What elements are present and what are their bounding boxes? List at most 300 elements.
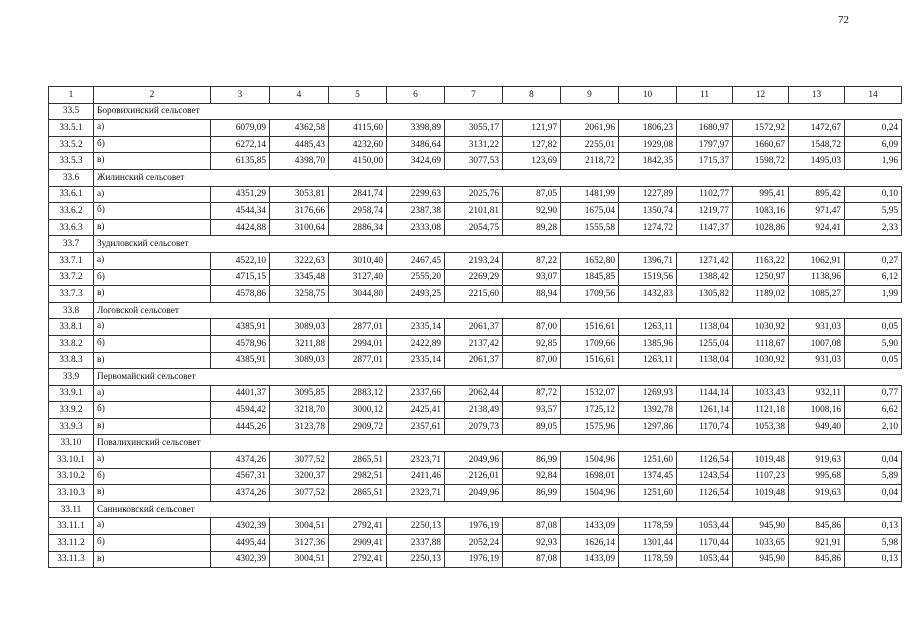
row-subtype: в) bbox=[94, 352, 211, 369]
value-cell: 3077,52 bbox=[270, 452, 329, 469]
value-cell: 1170,74 bbox=[677, 418, 733, 435]
empty-cell bbox=[211, 302, 270, 319]
value-cell: 2255,01 bbox=[561, 136, 619, 153]
row-subtype: б) bbox=[94, 136, 211, 153]
row-subtype: а) bbox=[94, 452, 211, 469]
value-cell: 1516,61 bbox=[561, 352, 619, 369]
value-cell: 1572,92 bbox=[733, 120, 789, 137]
empty-cell bbox=[503, 435, 561, 452]
value-cell: 4374,26 bbox=[211, 452, 270, 469]
section-code: 33.10 bbox=[49, 435, 94, 452]
value-cell: 92,93 bbox=[503, 535, 561, 552]
value-cell: 2387,38 bbox=[387, 203, 445, 220]
value-cell: 1626,14 bbox=[561, 535, 619, 552]
value-cell: 1053,44 bbox=[677, 518, 733, 535]
table-body bbox=[49, 87, 902, 568]
empty-cell bbox=[561, 501, 619, 518]
value-cell: 1709,66 bbox=[561, 335, 619, 352]
value-cell: 89,28 bbox=[503, 219, 561, 236]
row-subtype: б) bbox=[94, 335, 211, 352]
table-row bbox=[49, 186, 902, 203]
value-cell: 2422,89 bbox=[387, 335, 445, 352]
column-header: 11 bbox=[677, 87, 733, 104]
value-cell: 2323,71 bbox=[387, 485, 445, 502]
value-cell: 2138,49 bbox=[445, 402, 503, 419]
value-cell: 1698,01 bbox=[561, 468, 619, 485]
value-cell: 995,41 bbox=[733, 186, 789, 203]
value-cell: 4374,26 bbox=[211, 485, 270, 502]
empty-cell bbox=[503, 302, 561, 319]
section-row bbox=[49, 169, 902, 186]
empty-cell bbox=[329, 501, 387, 518]
value-cell: 1107,23 bbox=[733, 468, 789, 485]
value-cell: 2877,01 bbox=[329, 352, 387, 369]
value-cell: 3100,64 bbox=[270, 219, 329, 236]
value-cell: 4578,86 bbox=[211, 286, 270, 303]
value-cell: 6,62 bbox=[845, 402, 902, 419]
row-code: 33.5.1 bbox=[49, 120, 94, 137]
value-cell: 4445,26 bbox=[211, 418, 270, 435]
empty-cell bbox=[733, 169, 789, 186]
empty-cell bbox=[387, 302, 445, 319]
value-cell: 1433,09 bbox=[561, 551, 619, 568]
value-cell: 6272,14 bbox=[211, 136, 270, 153]
empty-cell bbox=[789, 369, 845, 386]
value-cell: 4567,31 bbox=[211, 468, 270, 485]
value-cell: 971,47 bbox=[789, 203, 845, 220]
value-cell: 2865,51 bbox=[329, 485, 387, 502]
value-cell: 2250,13 bbox=[387, 518, 445, 535]
empty-cell bbox=[387, 236, 445, 253]
row-subtype: б) bbox=[94, 269, 211, 286]
empty-cell bbox=[445, 369, 503, 386]
value-cell: 2061,37 bbox=[445, 352, 503, 369]
value-cell: 1392,78 bbox=[619, 402, 677, 419]
value-cell: 1388,42 bbox=[677, 269, 733, 286]
row-code: 33.9.2 bbox=[49, 402, 94, 419]
value-cell: 0,13 bbox=[845, 551, 902, 568]
value-cell: 3095,85 bbox=[270, 385, 329, 402]
value-cell: 932,11 bbox=[789, 385, 845, 402]
value-cell: 945,90 bbox=[733, 518, 789, 535]
value-cell: 2215,60 bbox=[445, 286, 503, 303]
table-row bbox=[49, 551, 902, 568]
empty-cell bbox=[677, 435, 733, 452]
table-row bbox=[49, 535, 902, 552]
value-cell: 93,57 bbox=[503, 402, 561, 419]
value-cell: 1147,37 bbox=[677, 219, 733, 236]
row-code: 33.8.3 bbox=[49, 352, 94, 369]
value-cell: 2994,01 bbox=[329, 335, 387, 352]
section-code: 33.7 bbox=[49, 236, 94, 253]
value-cell: 3004,51 bbox=[270, 518, 329, 535]
empty-cell bbox=[619, 302, 677, 319]
value-cell: 924,41 bbox=[789, 219, 845, 236]
value-cell: 931,03 bbox=[789, 352, 845, 369]
value-cell: 2079,73 bbox=[445, 418, 503, 435]
value-cell: 1178,59 bbox=[619, 518, 677, 535]
empty-cell bbox=[329, 302, 387, 319]
row-code: 33.8.1 bbox=[49, 319, 94, 336]
value-cell: 1274,72 bbox=[619, 219, 677, 236]
value-cell: 0,13 bbox=[845, 518, 902, 535]
value-cell: 1432,83 bbox=[619, 286, 677, 303]
value-cell: 2886,34 bbox=[329, 219, 387, 236]
value-cell: 1053,38 bbox=[733, 418, 789, 435]
value-cell: 1976,19 bbox=[445, 518, 503, 535]
value-cell: 86,99 bbox=[503, 485, 561, 502]
empty-cell bbox=[789, 501, 845, 518]
value-cell: 1504,96 bbox=[561, 452, 619, 469]
value-cell: 3000,12 bbox=[329, 402, 387, 419]
value-cell: 1251,60 bbox=[619, 485, 677, 502]
value-cell: 4302,39 bbox=[211, 518, 270, 535]
column-header: 6 bbox=[387, 87, 445, 104]
value-cell: 1007,08 bbox=[789, 335, 845, 352]
value-cell: 2883,12 bbox=[329, 385, 387, 402]
value-cell: 3176,66 bbox=[270, 203, 329, 220]
value-cell: 4385,91 bbox=[211, 352, 270, 369]
value-cell: 87,72 bbox=[503, 385, 561, 402]
value-cell: 87,05 bbox=[503, 186, 561, 203]
value-cell: 1085,27 bbox=[789, 286, 845, 303]
empty-cell bbox=[677, 169, 733, 186]
value-cell: 1163,22 bbox=[733, 252, 789, 269]
empty-cell bbox=[789, 302, 845, 319]
value-cell: 1033,65 bbox=[733, 535, 789, 552]
value-cell: 1374,45 bbox=[619, 468, 677, 485]
value-cell: 3131,22 bbox=[445, 136, 503, 153]
value-cell: 5,98 bbox=[845, 535, 902, 552]
value-cell: 1083,16 bbox=[733, 203, 789, 220]
empty-cell bbox=[445, 435, 503, 452]
value-cell: 1598,72 bbox=[733, 153, 789, 170]
value-cell: 1251,60 bbox=[619, 452, 677, 469]
section-name: Санниковский сельсовет bbox=[94, 501, 211, 518]
value-cell: 3200,37 bbox=[270, 468, 329, 485]
value-cell: 0,04 bbox=[845, 485, 902, 502]
empty-cell bbox=[387, 169, 445, 186]
value-cell: 4578,96 bbox=[211, 335, 270, 352]
empty-cell bbox=[270, 501, 329, 518]
value-cell: 3127,40 bbox=[329, 269, 387, 286]
section-row bbox=[49, 435, 902, 452]
empty-cell bbox=[845, 369, 902, 386]
empty-cell bbox=[445, 302, 503, 319]
empty-cell bbox=[561, 236, 619, 253]
value-cell: 1680,97 bbox=[677, 120, 733, 137]
table-row bbox=[49, 385, 902, 402]
table-row bbox=[49, 286, 902, 303]
row-subtype: а) bbox=[94, 120, 211, 137]
value-cell: 2054,75 bbox=[445, 219, 503, 236]
value-cell: 3486,64 bbox=[387, 136, 445, 153]
value-cell: 2555,20 bbox=[387, 269, 445, 286]
row-code: 33.6.1 bbox=[49, 186, 94, 203]
value-cell: 1472,67 bbox=[789, 120, 845, 137]
value-cell: 1675,04 bbox=[561, 203, 619, 220]
value-cell: 2841,74 bbox=[329, 186, 387, 203]
empty-cell bbox=[503, 501, 561, 518]
value-cell: 4115,60 bbox=[329, 120, 387, 137]
value-cell: 3053,81 bbox=[270, 186, 329, 203]
section-row bbox=[49, 369, 902, 386]
value-cell: 1495,03 bbox=[789, 153, 845, 170]
value-cell: 845,86 bbox=[789, 518, 845, 535]
table-row bbox=[49, 335, 902, 352]
row-code: 33.10.2 bbox=[49, 468, 94, 485]
value-cell: 3211,88 bbox=[270, 335, 329, 352]
empty-cell bbox=[677, 501, 733, 518]
row-code: 33.5.2 bbox=[49, 136, 94, 153]
row-code: 33.9.3 bbox=[49, 418, 94, 435]
value-cell: 93,07 bbox=[503, 269, 561, 286]
row-code: 33.6.3 bbox=[49, 219, 94, 236]
empty-cell bbox=[789, 169, 845, 186]
value-cell: 1929,08 bbox=[619, 136, 677, 153]
value-cell: 1144,14 bbox=[677, 385, 733, 402]
value-cell: 1806,23 bbox=[619, 120, 677, 137]
empty-cell bbox=[619, 236, 677, 253]
column-header: 10 bbox=[619, 87, 677, 104]
value-cell: 1269,93 bbox=[619, 385, 677, 402]
empty-cell bbox=[329, 435, 387, 452]
value-cell: 3345,48 bbox=[270, 269, 329, 286]
empty-cell bbox=[211, 236, 270, 253]
empty-cell bbox=[845, 501, 902, 518]
value-cell: 1227,89 bbox=[619, 186, 677, 203]
value-cell: 2425,41 bbox=[387, 402, 445, 419]
value-cell: 919,63 bbox=[789, 452, 845, 469]
empty-cell bbox=[845, 169, 902, 186]
column-header: 9 bbox=[561, 87, 619, 104]
empty-cell bbox=[445, 501, 503, 518]
empty-cell bbox=[211, 435, 270, 452]
value-cell: 5,89 bbox=[845, 468, 902, 485]
empty-cell bbox=[845, 236, 902, 253]
value-cell: 945,90 bbox=[733, 551, 789, 568]
column-header: 8 bbox=[503, 87, 561, 104]
value-cell: 1555,58 bbox=[561, 219, 619, 236]
empty-cell bbox=[387, 435, 445, 452]
section-name: Первомайский сельсовет bbox=[94, 369, 211, 386]
table-row bbox=[49, 402, 902, 419]
row-subtype: в) bbox=[94, 485, 211, 502]
empty-cell bbox=[329, 103, 387, 120]
row-code: 33.6.2 bbox=[49, 203, 94, 220]
value-cell: 1170,44 bbox=[677, 535, 733, 552]
empty-cell bbox=[329, 169, 387, 186]
value-cell: 1715,37 bbox=[677, 153, 733, 170]
table-row bbox=[49, 136, 902, 153]
value-cell: 3424,69 bbox=[387, 153, 445, 170]
value-cell: 2049,96 bbox=[445, 452, 503, 469]
value-cell: 4398,70 bbox=[270, 153, 329, 170]
value-cell: 1243,54 bbox=[677, 468, 733, 485]
empty-cell bbox=[845, 302, 902, 319]
value-cell: 2982,51 bbox=[329, 468, 387, 485]
empty-cell bbox=[445, 103, 503, 120]
empty-cell bbox=[677, 236, 733, 253]
value-cell: 2,33 bbox=[845, 219, 902, 236]
value-cell: 6,12 bbox=[845, 269, 902, 286]
empty-cell bbox=[329, 236, 387, 253]
value-cell: 4544,34 bbox=[211, 203, 270, 220]
value-cell: 2061,96 bbox=[561, 120, 619, 137]
section-name: Повалихинский сельсовет bbox=[94, 435, 211, 452]
value-cell: 3222,63 bbox=[270, 252, 329, 269]
value-cell: 5,95 bbox=[845, 203, 902, 220]
value-cell: 1019,48 bbox=[733, 485, 789, 502]
value-cell: 1102,77 bbox=[677, 186, 733, 203]
row-subtype: в) bbox=[94, 219, 211, 236]
value-cell: 949,40 bbox=[789, 418, 845, 435]
value-cell: 87,00 bbox=[503, 319, 561, 336]
value-cell: 2877,01 bbox=[329, 319, 387, 336]
empty-cell bbox=[387, 369, 445, 386]
table-row bbox=[49, 219, 902, 236]
empty-cell bbox=[789, 435, 845, 452]
value-cell: 2909,41 bbox=[329, 535, 387, 552]
value-cell: 0,04 bbox=[845, 452, 902, 469]
empty-cell bbox=[503, 369, 561, 386]
empty-cell bbox=[619, 501, 677, 518]
value-cell: 2411,46 bbox=[387, 468, 445, 485]
empty-cell bbox=[845, 435, 902, 452]
value-cell: 2025,76 bbox=[445, 186, 503, 203]
table-row bbox=[49, 252, 902, 269]
row-subtype: б) bbox=[94, 535, 211, 552]
empty-cell bbox=[445, 236, 503, 253]
empty-cell bbox=[503, 236, 561, 253]
table-row bbox=[49, 120, 902, 137]
column-header: 3 bbox=[211, 87, 270, 104]
value-cell: 2250,13 bbox=[387, 551, 445, 568]
value-cell: 1019,48 bbox=[733, 452, 789, 469]
value-cell: 6,09 bbox=[845, 136, 902, 153]
value-cell: 1118,67 bbox=[733, 335, 789, 352]
value-cell: 4385,91 bbox=[211, 319, 270, 336]
row-code: 33.11.3 bbox=[49, 551, 94, 568]
row-code: 33.7.1 bbox=[49, 252, 94, 269]
value-cell: 3258,75 bbox=[270, 286, 329, 303]
empty-cell bbox=[561, 302, 619, 319]
value-cell: 0,24 bbox=[845, 120, 902, 137]
value-cell: 1178,59 bbox=[619, 551, 677, 568]
value-cell: 3123,78 bbox=[270, 418, 329, 435]
value-cell: 2299,63 bbox=[387, 186, 445, 203]
value-cell: 4232,60 bbox=[329, 136, 387, 153]
empty-cell bbox=[619, 103, 677, 120]
empty-cell bbox=[789, 103, 845, 120]
value-cell: 6079,09 bbox=[211, 120, 270, 137]
value-cell: 2193,24 bbox=[445, 252, 503, 269]
section-name: Логовской сельсовет bbox=[94, 302, 211, 319]
value-cell: 995,68 bbox=[789, 468, 845, 485]
column-header: 5 bbox=[329, 87, 387, 104]
value-cell: 87,08 bbox=[503, 551, 561, 568]
value-cell: 1350,74 bbox=[619, 203, 677, 220]
value-cell: 3055,17 bbox=[445, 120, 503, 137]
value-cell: 1845,85 bbox=[561, 269, 619, 286]
value-cell: 1575,96 bbox=[561, 418, 619, 435]
column-header: 7 bbox=[445, 87, 503, 104]
table-row bbox=[49, 203, 902, 220]
value-cell: 1797,97 bbox=[677, 136, 733, 153]
empty-cell bbox=[211, 369, 270, 386]
empty-cell bbox=[733, 435, 789, 452]
row-code: 33.8.2 bbox=[49, 335, 94, 352]
value-cell: 2061,37 bbox=[445, 319, 503, 336]
column-header: 2 bbox=[94, 87, 211, 104]
empty-cell bbox=[270, 369, 329, 386]
empty-cell bbox=[561, 369, 619, 386]
tariff-table bbox=[48, 86, 902, 568]
value-cell: 87,00 bbox=[503, 352, 561, 369]
row-subtype: б) bbox=[94, 203, 211, 220]
value-cell: 1652,80 bbox=[561, 252, 619, 269]
value-cell: 0,05 bbox=[845, 319, 902, 336]
value-cell: 1481,99 bbox=[561, 186, 619, 203]
value-cell: 0,77 bbox=[845, 385, 902, 402]
value-cell: 921,91 bbox=[789, 535, 845, 552]
value-cell: 86,99 bbox=[503, 452, 561, 469]
empty-cell bbox=[503, 169, 561, 186]
section-name: Боровихинский сельсовет bbox=[94, 103, 211, 120]
value-cell: 89,05 bbox=[503, 418, 561, 435]
table-row bbox=[49, 468, 902, 485]
value-cell: 1516,61 bbox=[561, 319, 619, 336]
row-code: 33.11.2 bbox=[49, 535, 94, 552]
value-cell: 1138,04 bbox=[677, 352, 733, 369]
section-code: 33.8 bbox=[49, 302, 94, 319]
value-cell: 0,10 bbox=[845, 186, 902, 203]
value-cell: 2062,44 bbox=[445, 385, 503, 402]
table-row bbox=[49, 418, 902, 435]
section-row bbox=[49, 103, 902, 120]
row-code: 33.5.3 bbox=[49, 153, 94, 170]
value-cell: 92,85 bbox=[503, 335, 561, 352]
value-cell: 3004,51 bbox=[270, 551, 329, 568]
section-code: 33.6 bbox=[49, 169, 94, 186]
empty-cell bbox=[503, 103, 561, 120]
row-code: 33.9.1 bbox=[49, 385, 94, 402]
value-cell: 3077,52 bbox=[270, 485, 329, 502]
table-row bbox=[49, 352, 902, 369]
row-subtype: а) bbox=[94, 385, 211, 402]
value-cell: 1709,56 bbox=[561, 286, 619, 303]
value-cell: 1255,04 bbox=[677, 335, 733, 352]
value-cell: 1385,96 bbox=[619, 335, 677, 352]
value-cell: 2333,08 bbox=[387, 219, 445, 236]
row-code: 33.11.1 bbox=[49, 518, 94, 535]
value-cell: 2958,74 bbox=[329, 203, 387, 220]
value-cell: 919,63 bbox=[789, 485, 845, 502]
value-cell: 2865,51 bbox=[329, 452, 387, 469]
value-cell: 1,99 bbox=[845, 286, 902, 303]
empty-cell bbox=[561, 169, 619, 186]
value-cell: 2323,71 bbox=[387, 452, 445, 469]
empty-cell bbox=[270, 236, 329, 253]
value-cell: 1126,54 bbox=[677, 452, 733, 469]
table-row bbox=[49, 452, 902, 469]
empty-cell bbox=[270, 103, 329, 120]
value-cell: 1,96 bbox=[845, 153, 902, 170]
value-cell: 4495,44 bbox=[211, 535, 270, 552]
value-cell: 1301,44 bbox=[619, 535, 677, 552]
value-cell: 4302,39 bbox=[211, 551, 270, 568]
empty-cell bbox=[677, 302, 733, 319]
